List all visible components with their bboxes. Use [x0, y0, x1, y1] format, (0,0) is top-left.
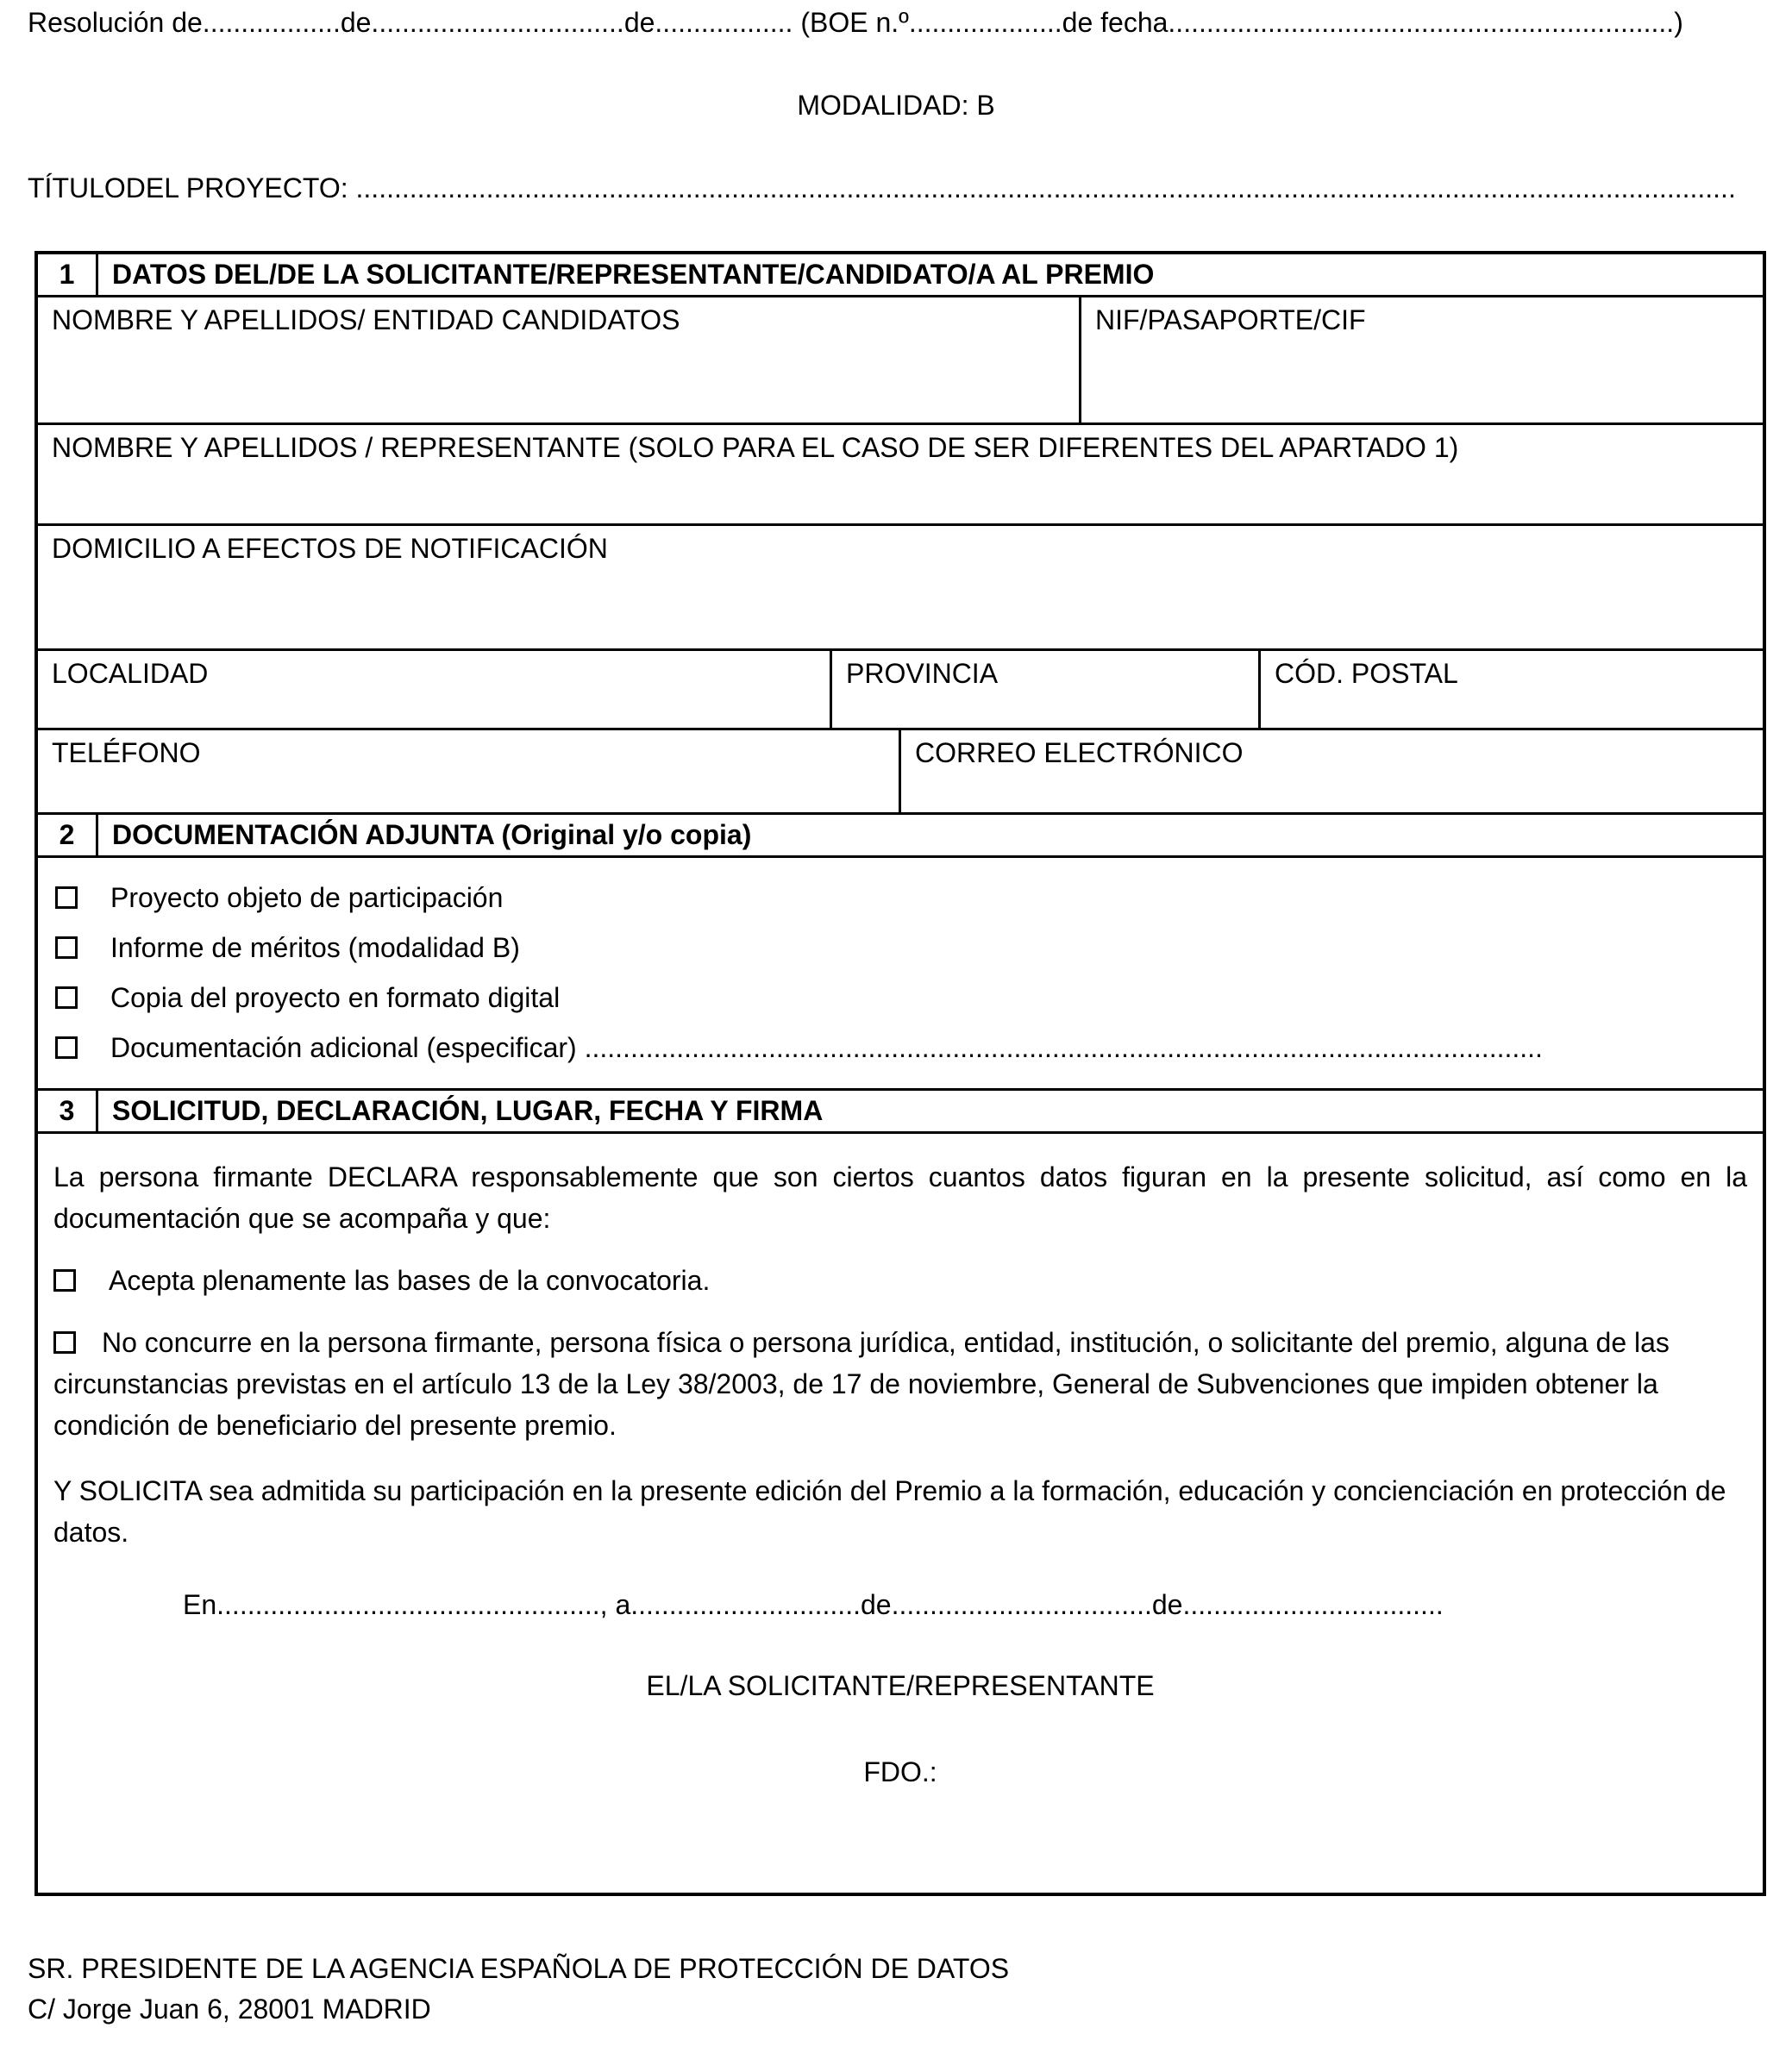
footer-addressee-block — [28, 1949, 1009, 2030]
phone-label: TELÉFONO — [52, 737, 201, 768]
representative-label: NOMBRE Y APELLIDOS / REPRESENTANTE (SOLO PARA EL CASO DE SER DIFERENTES DEL APARTADO 1) — [52, 432, 1459, 463]
checklist-item-label: Copia del proyecto en formato digital — [110, 982, 561, 1013]
checklist-item-label: Proyecto objeto de participación — [110, 882, 504, 913]
checkbox-icon[interactable] — [55, 936, 78, 959]
section3-header-row — [38, 1091, 1763, 1134]
address-label: DOMICILIO A EFECTOS DE NOTIFICACIÓN — [52, 533, 608, 564]
phone-field-cell[interactable] — [38, 730, 901, 812]
modalidad-heading: MODALIDAD: B — [797, 90, 995, 121]
checkbox-icon[interactable] — [53, 1269, 76, 1292]
section2-header-row — [38, 815, 1763, 858]
additional-docs-dots: ............................................................................................................................. — [576, 1032, 1543, 1063]
declaration-signature-cell — [38, 1134, 1763, 1893]
declaration-item-label: Acepta plenamente las bases de la convocatoria. — [109, 1265, 711, 1296]
section2-title: DOCUMENTACIÓN ADJUNTA (Original y/o copia) — [112, 819, 752, 850]
name-entity-label: NOMBRE Y APELLIDOS/ ENTIDAD CANDIDATOS — [52, 304, 680, 335]
resolution-line: Resolución de..................de.................................de.................. (BOE n.º....................de fecha..................................................................) — [28, 7, 1683, 38]
documents-checklist-row — [38, 858, 1763, 1091]
section1-header-row — [38, 254, 1763, 297]
nif-label: NIF/PASAPORTE/CIF — [1095, 304, 1366, 335]
section1-number: 1 — [38, 254, 98, 295]
section3-number: 3 — [38, 1091, 98, 1131]
project-title-dots: .................................................................................................................................................................................... — [355, 172, 1736, 203]
project-title-label: TÍTULODEL PROYECTO: — [28, 172, 356, 203]
project-title-line — [28, 172, 1764, 204]
email-label: CORREO ELECTRÓNICO — [915, 737, 1244, 768]
checklist-item-label: Informe de méritos (modalidad B) — [110, 932, 520, 963]
checklist-item-label: Documentación adicional (especificar) ............................................................................................................................. — [110, 1032, 1543, 1063]
nif-field-cell[interactable] — [1081, 297, 1763, 422]
checklist-item — [55, 1030, 1749, 1065]
section3-title: SOLICITUD, DECLARACIÓN, LUGAR, FECHA Y FIRMA — [112, 1095, 824, 1126]
signer-heading: EL/LA SOLICITANTE/REPRESENTANTE — [646, 1670, 1155, 1701]
checkbox-icon[interactable] — [53, 1331, 76, 1354]
postal-code-label: CÓD. POSTAL — [1275, 658, 1458, 689]
footer-addressee: SR. PRESIDENTE DE LA AGENCIA ESPAÑOLA DE PROTECCIÓN DE DATOS — [28, 1953, 1010, 1984]
declaration-signature-row — [38, 1134, 1763, 1893]
province-field-cell[interactable] — [832, 651, 1261, 728]
request-paragraph: Y SOLICITA sea admitida su participación en la presente edición del Premio a la formación, educación y concienciación en protección de datos. — [53, 1475, 1726, 1548]
email-field-cell[interactable] — [901, 730, 1763, 812]
signature-label: FDO.: — [863, 1756, 937, 1787]
address-row — [38, 526, 1763, 651]
checkbox-icon[interactable] — [55, 986, 78, 1009]
province-label: PROVINCIA — [846, 658, 999, 689]
name-entity-field-cell[interactable] — [38, 297, 1081, 422]
checklist-item — [55, 930, 1749, 965]
declaration-item — [53, 1260, 1747, 1301]
name-nif-row — [38, 297, 1763, 425]
phone-email-row — [38, 730, 1763, 815]
declaration-item — [53, 1322, 1747, 1446]
section1-title: DATOS DEL/DE LA SOLICITANTE/REPRESENTANTE/CANDIDATO/A AL PREMIO — [112, 259, 1155, 290]
documents-checklist-cell — [38, 858, 1763, 1088]
section2-number: 2 — [38, 815, 98, 855]
checkbox-icon[interactable] — [55, 886, 78, 909]
locality-label: LOCALIDAD — [52, 658, 209, 689]
declaration-item-label: No concurre en la persona firmante, persona física o persona jurídica, entidad, institución, o solicitante del premio, alguna de las circunstancias previstas en el artículo 13 de la Ley 38/2003, de 17 de noviembre, General de Subvenciones que impiden obtener la condición de beneficiario del presente premio. — [53, 1327, 1670, 1441]
locality-field-cell[interactable] — [38, 651, 832, 728]
declaration-intro: La persona firmante DECLARA responsablemente que son ciertos cuantos datos figuran en la presente solicitud, así como en la documentación que se acompaña y que: — [53, 1161, 1747, 1234]
checkbox-icon[interactable] — [55, 1036, 78, 1059]
representative-field-cell[interactable] — [38, 425, 1763, 523]
checklist-item — [55, 980, 1749, 1015]
footer-address: C/ Jorge Juan 6, 28001 MADRID — [28, 1994, 431, 2025]
address-field-cell[interactable] — [38, 526, 1763, 648]
representative-row — [38, 425, 1763, 526]
form-table — [34, 251, 1766, 1896]
place-date-line: En.................................................., a..............................de..................................de.................................. — [183, 1589, 1444, 1620]
postal-code-field-cell[interactable] — [1261, 651, 1763, 728]
checklist-item — [55, 880, 1749, 915]
locality-row — [38, 651, 1763, 730]
